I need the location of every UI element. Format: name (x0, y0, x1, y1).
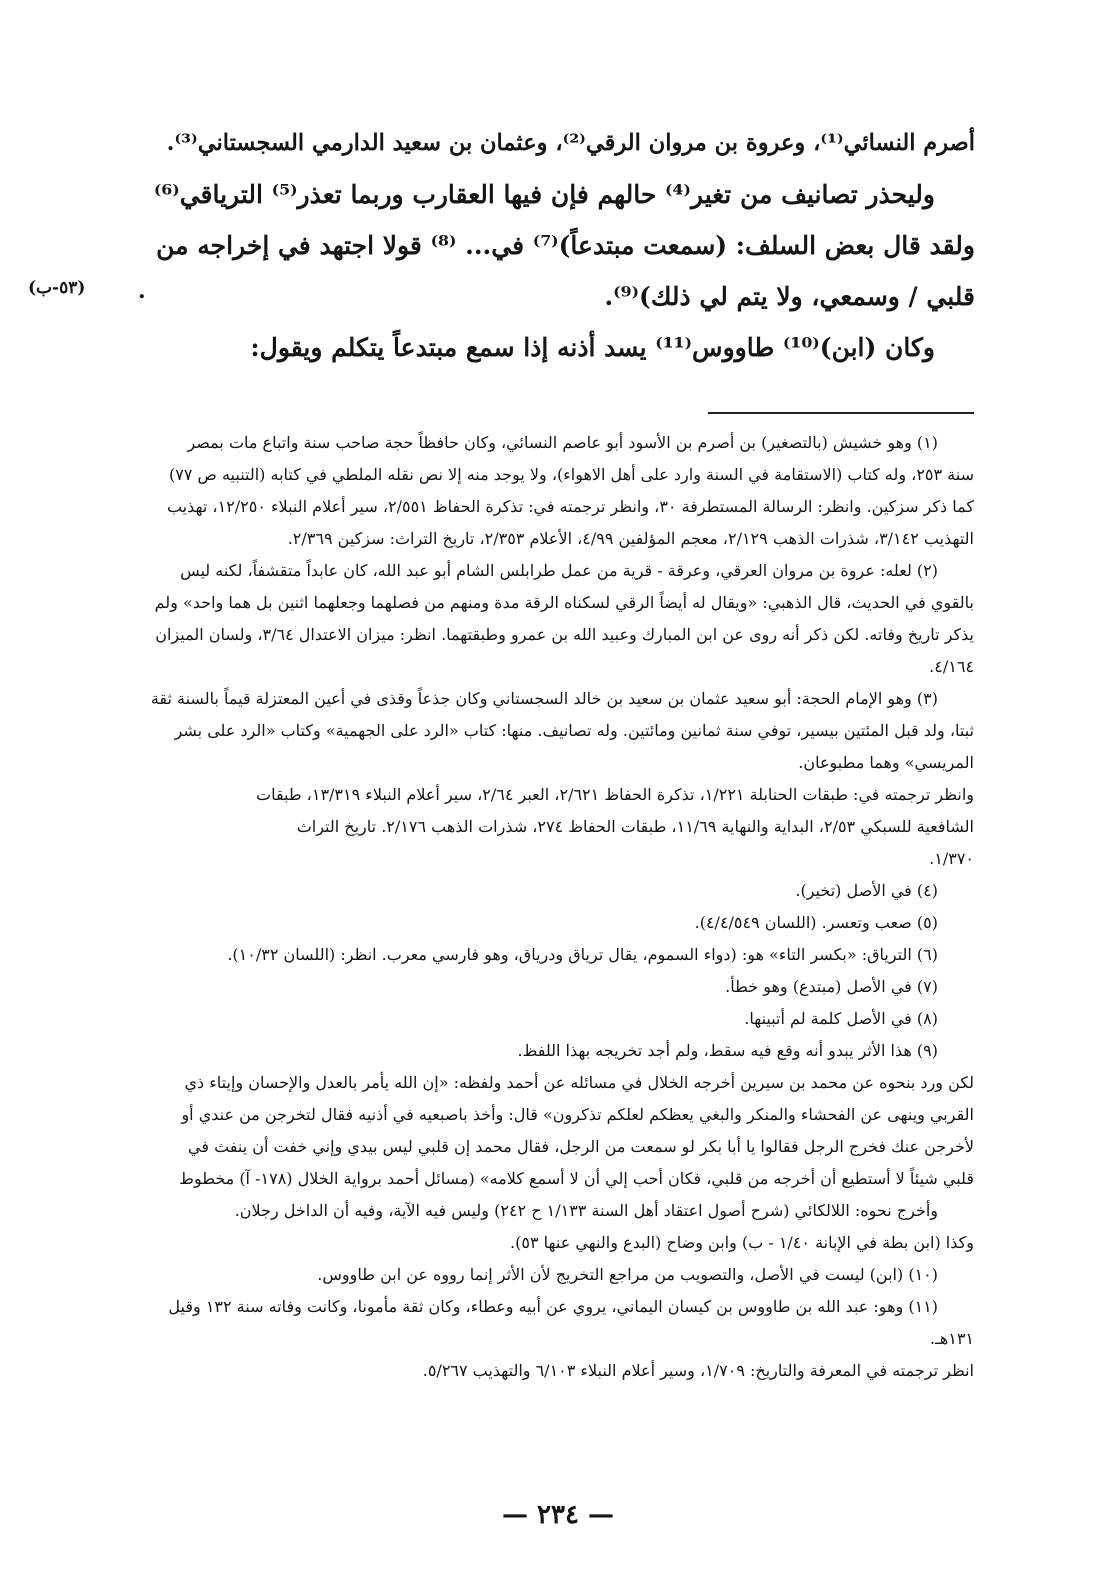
footnote-line: سنة ٢٥٣، وله كتاب (الاستقامة في السنة وارد على أهل الاهواء)، ولا يوجد منه إلا نص نقله الملطي في كتابه (التنبيه ص ٧٧) (169, 465, 974, 484)
footnote-line: المريسي» وهما مطبوعان. (798, 753, 974, 772)
main-line: وليحذر تصانيف من تغير⁽⁴⁾ حالهم فإن فيها العقارب وربما تعذر⁽⁵⁾ الترياقي⁽⁶⁾ (153, 180, 935, 209)
footnote-line: يذكر تاريخ وفاته. لكن ذكر أنه روى عن ابن المبارك وعبيد الله بن عمرو وطبقتهما. انظر: ميزان الاعتدال ٣/٦٤، ولسان الميزان (155, 625, 974, 644)
footnote-line: وانظر ترجمته في: طبقات الحنابلة ١/٢٢١، تذكرة الحفاظ ٢/٦٢١، العبر ٢/٦٤، سير أعلام النبلاء ١٣/٣١٩، طبقات (256, 785, 974, 804)
main-line: وكان (ابن)⁽¹⁰⁾ طاووس⁽¹¹⁾ يسد أذنه إذا سمع مبتدعاً يتكلم ويقول: (250, 333, 935, 362)
footnote-line: (٣) وهو الإمام الحجة: أبو سعيد عثمان بن سعيد بن خالد السجستاني وكان جذعاً وقذى في أعين المعتزلة قيماً بالسنة ثقة (150, 689, 938, 708)
footnote-line: (١) وهو خشيش (بالتصغير) بن أصرم بن الأسود أبو عاصم النسائي، وكان حافظاً حجة صاحب سنة واتباع مات بمصر (187, 433, 938, 452)
footnote-line: وكذا (ابن بطة في الإبانة ١/٤٠ - ب) وابن وضاح (البدع والنهي عنها ٥٣). (510, 1233, 974, 1252)
footnote-line: بالقوي في الحديث، قال الذهبي: «ويقال له أيضاً الرقي لسكناه الرقة مدة ومنهم من فصلهما وجعلهما اثنين بل هما واحد» ولم (154, 593, 974, 612)
footnotes (116, 428, 974, 1388)
footnote-line: انظر ترجمته في المعرفة والتاريخ: ١/٧٠٩، وسير أعلام النبلاء ٦/١٠٣ والتهذيب ٥/٢٦٧. (422, 1361, 974, 1380)
footnote-line: (١٠) (ابن) ليست في الأصل، والتصويب من مراجع التخريج لأن الأثر إنما رووه عن ابن طاووس. (317, 1265, 938, 1284)
footnote-line: (٥) صعب وتعسر. (اللسان ٤/٤/٥٤٩). (694, 913, 938, 932)
footnote-line: قلبي شيئاً لا أستطيع أن أخرجه من قلبي، فكان أحب إلي أن لا أسمع كلامه» (مسائل أحمد برواية الخلال (١٧٨- آ) مخطوط (179, 1169, 974, 1188)
footnote-line: القربي وينهى عن الفحشاء والمنكر والبغي يعظكم لعلكم تذكرون» قال: وأخذ باصبعيه في أذنيه فقال لتخرجن من عندي أو (181, 1105, 974, 1124)
footnote-line: (٨) في الأصل كلمة لم أتبينها. (744, 1009, 938, 1028)
footnote-line: ١/٣٧٠. (929, 849, 974, 868)
footnote-line: (٤) في الأصل (تخير). (795, 881, 938, 900)
footnote-line: الشافعية للسبكي ٢/٥٣، البداية والنهاية ١١/٦٩، طبقات الحفاظ ٢٧٤، شذرات الذهب ٢/١٧٦. تاريخ التراث (296, 817, 974, 836)
footnote-line: (٧) في الأصل (مبتدع) وهو خطأ. (725, 977, 938, 996)
footnote-line: ١٣١هـ. (930, 1329, 974, 1348)
footnote-line: لأخرجن عنك فخرج الرجل فقالوا يا أبا بكر لو سمعت من الرجل، فقال محمد إن قلبي ليس بيدي وإني خفت أن ينفث في (188, 1137, 974, 1156)
footnote-line: (١١) وهو: عبد الله بن طاووس بن كيسان اليماني، يروي عن أبيه وعطاء، وكان ثقة مأمونا، وكانت وفاته سنة ١٣٢ وقيل (168, 1297, 938, 1316)
main-line: أصرم النسائي⁽¹⁾، وعروة بن مروان الرقي⁽²⁾، وعثمان بن سعيد الدارمي السجستاني⁽³⁾. (166, 130, 975, 156)
page-number: — ٢٣٤ — (501, 1500, 615, 1530)
footnote-line: (٦) الترياق: «بكسر التاء» هو: (دواء السموم، يقال ترياق ودرياق، وهو فارسي معرب. انظر: (اللسان ١٠/٣٢). (227, 945, 938, 964)
footnote-line: وأخرج نحوه: اللالكائي (شرح أصول اعتقاد أهل السنة ١/١٣٣ ح ٢٤٢) وليس فيه الآية، وفيه أن الداخل رجلان. (234, 1201, 938, 1220)
footnote-line: التهذيب ٣/١٤٢، شذرات الذهب ٢/١٢٩، معجم المؤلفين ٤/٩٩، الأعلام ٢/٣٥٣، تاريخ التراث: سزكين ٢/٣٦٩. (287, 529, 974, 548)
main-line: ولقد قال بعض السلف: (سمعت مبتدعاً)⁽⁷⁾ في... ⁽⁸⁾ قولا اجتهد في إخراجه من (156, 231, 975, 260)
footnote-separator (708, 412, 974, 414)
main-line: قلبي / وسمعي، ولا يتم لي ذلك)⁽⁹⁾. (604, 282, 975, 311)
main-text (150, 118, 975, 373)
margin-folio-note: (٥٣-ب) (28, 278, 86, 298)
footnote-line: (٢) لعله: عروة بن مروان العرقي، وعرقة - قرية من عمل طرابلس الشام أبو عبد الله، كان عابداً متقشفاً، لكنه ليس (180, 561, 938, 580)
footnote-line: ٤/١٦٤. (929, 657, 974, 676)
footnote-line: (٩) هذا الأثر يبدو أنه وقع فيه سقط، ولم أجد تخريجه بهذا اللفظ. (517, 1041, 938, 1060)
margin-dot: . (138, 278, 146, 304)
footnote-line: ثبتا، ولد قبل المئتين بيسير، توفي سنة ثمانين ومائتين. وله تصانيف. منها: كتاب «الرد على الجهمية» وكتاب «الرد على بشر (174, 721, 974, 740)
footnote-line: لكن ورد بنحوه عن محمد بن سيرين أخرجه الخلال في مسائله عن أحمد ولفظه: «إن الله يأمر بالعدل والإحسان وإيتاء ذي (184, 1073, 974, 1092)
footnote-line: كما ذكر سزكين. وانظر: الرسالة المستطرفة ٣٠، وانظر ترجمته في: تذكرة الحفاظ ٢/٥٥١، سير أعلام النبلاء ١٢/٢٥٠، تهذيب (166, 497, 974, 516)
